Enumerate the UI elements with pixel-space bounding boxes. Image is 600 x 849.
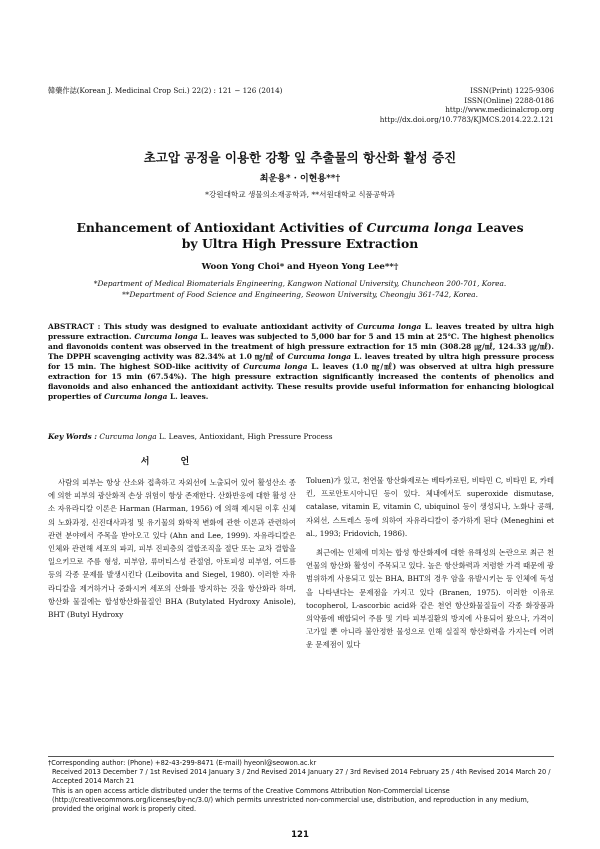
english-title-line2: by Ultra High Pressure Extraction [181,236,419,251]
english-title-line1: Enhancement of Antioxidant Activities of Curcuma longa Leaves [76,220,524,235]
issn-online: ISSN(Online) 2288-0186 [464,95,554,105]
body-column-left [48,476,296,621]
species-name: Curcuma longa [366,220,473,235]
korean-authors: 최운용* · 이현용**† [259,174,341,184]
affiliation-2: **Department of Food Science and Engineering, Seowon University, Cheongju 361-742, Korea. [122,289,478,299]
keywords-label: Key Words : [48,432,97,441]
journal-identifiers [380,86,554,124]
section-title-introduction: 서 언 [140,457,204,467]
license-notice: This is an open access article distributed under the terms of the Creative Commons Attribution Non-Commercial License (http://creativecommons.org/licenses/by-nc/3.0/) which permits unrestricted non-commercial use, distribution, and reproduction in any medium, provided the original work is properly cited. [52,786,529,814]
abstract: ABSTRACT : This study was designed to evaluate antioxidant activity of Curcuma longa L. leaves treated by ultra high pressure extraction. Curcuma longa L. leaves was subjected to 5,000 bar for 5 and 15 min at 25℃. The highest phenolics and flavonoids content was observed in the treatment of high pressure extraction for 15 min (308.28 ㎍/㎖, 124.33 ㎍/㎖). The DPPH scavenging activity was 82.34% at 1.0 ㎎/㎖ of Curcuma longa L. leaves treated by ultra high pressure process for 15 min. The highest SOD-like acitivity of Curcuma longa L. leaves (1.0 ㎎/㎖) was observed at ultra high pressure extraction for 15 min (67.54%). The high pressure extraction significantly increased the contents of phenolics and flavonoids and also enhanced the antioxidant activity. These results provide useful information for enhancing biological properties of Curcuma longa L. leaves. [48,322,554,401]
journal-citation: 韓藥作誌(Korean J. Medicinal Crop Sci.) 22(2) : 121 − 126 (2014) [48,86,283,95]
english-title [0,220,600,252]
intro-paragraph-1: 사람의 피부는 항상 산소와 접촉하고 자외선에 노출되어 있어 활성산소 종에 의한 피부의 광산화적 손상 위험이 항상 존재한다. 산화반응에 대한 활성 산소 자유라디칼 이론은 Harman (Harman, 1956) 에 의해 제시된 이후 신체의 노화과정, 신진대사과정 및 유기물의 화학적 변화에 관한 이론과 관련하여 관련 분야에서 주목을 받아오고 있다 (Ahn and Lee, 1999). 자유라디칼은 인체와 관련해 세포의 파괴, 피부 진피층의 결합조직을 절단 또는 교차 결합을 일으키므로 주름 형성, 피부암, 류머티스성 관절염, 아토피성 피부염, 여드름 등의 각종 문제를 발생시킨다 (Leibovita and Siegel, 1980). 이러한 자유라디칼을 제거하거나 중화시켜 세포의 산화를 방지하는 것을 항산화라 하며, 항산화 물질에는 합성항산화물질인 BHA (Butylated Hydroxy Anisole), BHT (Butyl Hydroxy [48,478,296,620]
abstract-label: ABSTRACT : [48,322,104,331]
english-authors: Woon Yong Choi* and Hyeon Yong Lee**† [201,262,399,272]
affiliation-1: *Department of Medical Biomaterials Engineering, Kangwon National University, Chuncheon 200-701, Korea. [93,279,507,288]
received-dates: Received 2013 December 7 / 1st Revised 2014 January 3 / 2nd Revised 2014 January 27 / 3rd Revised 2014 February 25 / 4th Revised 2014 March 20 / Accepted 2014 March 21 [52,768,551,786]
body-column-right [306,474,554,652]
english-affiliations [0,279,600,300]
korean-title: 초고압 공정을 이용한 강황 잎 추출물의 항산화 활성 증진 [143,150,457,165]
corresponding-author: †Corresponding author: (Phone) +82-43-299-8471 (E-mail) hyeonl@seowon.ac.kr [48,759,317,767]
doi-link[interactable]: http://dx.doi.org/10.7783/KJMCS.2014.22.2.121 [379,114,554,124]
keywords: Key Words : Curcuma longa L. Leaves, Antioxidant, High Pressure Process [48,432,333,441]
issn-print: ISSN(Print) 1225-9306 [470,86,554,95]
korean-affiliation: *강원대학교 생물의소재공학과, **서원대학교 식품공학과 [205,190,395,199]
footnote-divider [48,756,554,757]
intro-paragraph-2: 최근에는 인체에 미치는 합성 항산화제에 대한 유해성의 논란으로 최근 천연물의 항산화 활성이 주목되고 있다. 높은 항산화력과 저렴한 가격 때문에 광범위하게 사용되고 있는 BHA, BHT의 경우 암을 유발시키는 등 인체에 독성을 나타낸다는 문제점을 가지고 있다 (Branen, 1975). 이러한 이유로 tocopherol, L-ascorbic acid와 같은 천연 항산화물질들이 각종 화장품과 의약품에 배합되어 주름 및 기타 피부질환의 방지에 사용되어 왔으나, 가격이 고가일 뿐 아니라 불안정한 물성으로 인해 실질적 항산화력을 가지는데 어려운 문제점이 있다 [306,548,554,650]
journal-website[interactable]: http://www.medicinalcrop.org [445,105,554,115]
footnote [48,759,554,814]
intro-paragraph-1-continued: Toluen)가 있고, 천연물 항산화제로는 베타카로틴, 비타민 C, 비타민 E, 카테킨, 프로안토시아니딘 등이 있다. 체내에서도 superoxide dismutase, catalase, vitamin E, vitamin C, ubiquinol 등이 생성되나, 노화나 공해, 자외선, 스트레스 등에 의하여 자유라디칼이 증가하게 된다 (Meneghini et al., 1993; Fridovich, 1986). [306,476,554,538]
page-number: 121 [291,830,309,840]
